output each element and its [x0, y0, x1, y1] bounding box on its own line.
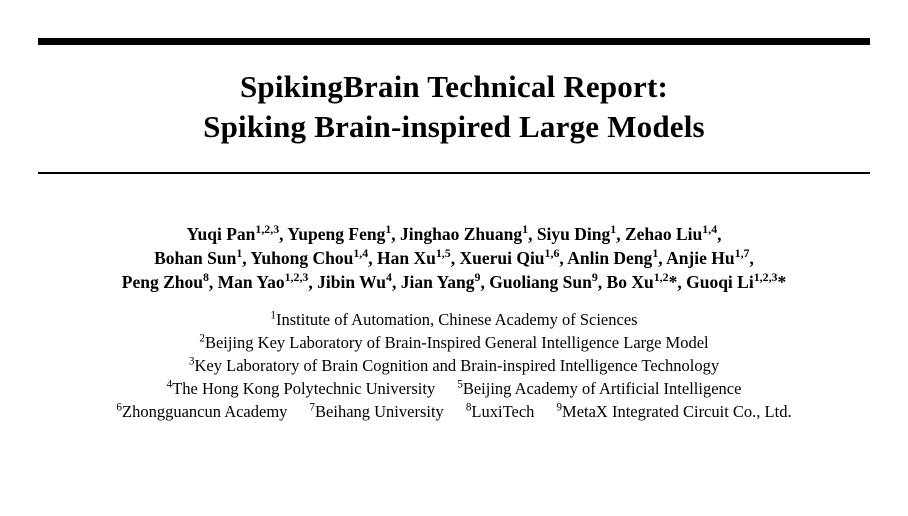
author-affiliation-marker: 1 [522, 222, 529, 237]
affiliation-text: LuxiTech [471, 402, 535, 421]
author-name: Xuerui Qiu [459, 248, 545, 268]
author-separator: , [392, 272, 401, 292]
affiliation-marker: 9 [556, 401, 563, 414]
author-affiliation-marker: 1,4 [353, 246, 369, 261]
author-separator: , [528, 224, 537, 244]
author-affiliation-marker: 4 [386, 270, 392, 285]
title-line-2: Spiking Brain-inspired Large Models [203, 109, 705, 144]
author-name: Jibin Wu [317, 272, 387, 292]
author-affiliation-marker: 1,7 [734, 246, 750, 261]
author-separator: , [658, 248, 667, 268]
author-name: Han Xu [376, 248, 436, 268]
author-separator: , [559, 248, 568, 268]
author-name: Guoliang Sun [489, 272, 592, 292]
affiliation-text: Beihang University [315, 402, 444, 421]
author-name: Yupeng Feng [287, 224, 386, 244]
author-separator: , [749, 248, 754, 268]
author-separator: , [391, 224, 401, 244]
author-name: Siyu Ding [536, 224, 611, 244]
author-name: Bohan Sun [154, 248, 237, 268]
affiliation-text: Beijing Key Laboratory of Brain-Inspired General Intelligence Large Model [204, 333, 709, 352]
author-affiliation-marker: 1,5 [435, 246, 451, 261]
top-horizontal-rule [38, 38, 870, 45]
author-affiliation-marker: 1,2,3 [284, 270, 309, 285]
author-name: Zehao Liu [624, 224, 703, 244]
affiliation-line [20, 331, 888, 354]
affiliation-text: Beijing Academy of Artificial Intelligence [462, 379, 742, 398]
affiliation-text: Zhongguancun Academy [122, 402, 288, 421]
author-separator: , [717, 224, 722, 244]
author-name: Anlin Deng [567, 248, 653, 268]
author-name: Guoqi Li [686, 272, 754, 292]
affiliation-line [20, 377, 888, 400]
author-name: Bo Xu [606, 272, 654, 292]
author-name: Yuqi Pan [186, 224, 256, 244]
author-name: Man Yao [217, 272, 285, 292]
title-line-1: SpikingBrain Technical Report: [239, 69, 669, 104]
author-affiliation-marker: 9 [591, 270, 598, 285]
affiliation-marker: 7 [309, 401, 316, 414]
author-separator: , [279, 224, 288, 244]
author-affiliation-marker: 9 [474, 270, 481, 285]
author-separator: *, [668, 272, 687, 292]
author-name: Peng Zhou [121, 272, 203, 292]
affiliation-line [20, 400, 888, 423]
affiliation-text: Institute of Automation, Chinese Academy of Sciences [276, 310, 638, 329]
affiliation-marker: 4 [166, 378, 173, 391]
affiliation-marker: 2 [199, 332, 205, 345]
author-separator: , [308, 272, 318, 292]
author-separator: , [450, 248, 460, 268]
affiliation-line [20, 354, 888, 377]
page-title [20, 67, 888, 147]
author-separator: * [777, 272, 787, 292]
author-name: Jinghao Zhuang [400, 224, 523, 244]
affiliation-marker: 8 [465, 401, 472, 414]
author-line [20, 270, 888, 294]
author-affiliation-marker: 1 [652, 246, 659, 261]
author-affiliation-marker: 1,2 [653, 270, 669, 285]
author-affiliation-marker: 1,6 [544, 246, 560, 261]
author-affiliation-marker: 1,4 [702, 222, 718, 237]
author-line [20, 246, 888, 270]
author-name: Yuhong Chou [250, 248, 354, 268]
affiliation-text: Key Laboratory of Brain Cognition and Brain-inspired Intelligence Technology [194, 356, 720, 375]
author-affiliation-marker: 1 [385, 222, 392, 237]
affiliation-text: MetaX Integrated Circuit Co., Ltd. [562, 402, 792, 421]
affiliation-marker: 3 [188, 355, 195, 368]
author-affiliation-marker: 1,2,3 [255, 222, 280, 237]
author-affiliation-marker: 1 [236, 246, 243, 261]
author-line [20, 222, 888, 246]
affiliation-marker: 6 [116, 401, 122, 414]
affiliation-list [20, 308, 888, 423]
author-separator: , [597, 272, 607, 292]
author-separator: , [480, 272, 490, 292]
author-separator: , [208, 272, 218, 292]
author-affiliation-marker: 8 [202, 270, 209, 285]
author-name: Jian Yang [400, 272, 475, 292]
author-separator: , [368, 248, 377, 268]
author-name: Anjie Hu [666, 248, 735, 268]
affiliation-text: The Hong Kong Polytechnic University [172, 379, 436, 398]
affiliation-marker: 5 [457, 378, 463, 391]
bottom-horizontal-rule [38, 172, 870, 174]
affiliation-line [20, 308, 888, 331]
author-separator: , [242, 248, 251, 268]
affiliation-marker: 1 [270, 309, 277, 322]
author-affiliation-marker: 1,2,3 [753, 270, 778, 285]
paper-title-page [0, 38, 908, 516]
author-list [20, 222, 888, 294]
author-affiliation-marker: 1 [610, 222, 617, 237]
author-separator: , [616, 224, 625, 244]
